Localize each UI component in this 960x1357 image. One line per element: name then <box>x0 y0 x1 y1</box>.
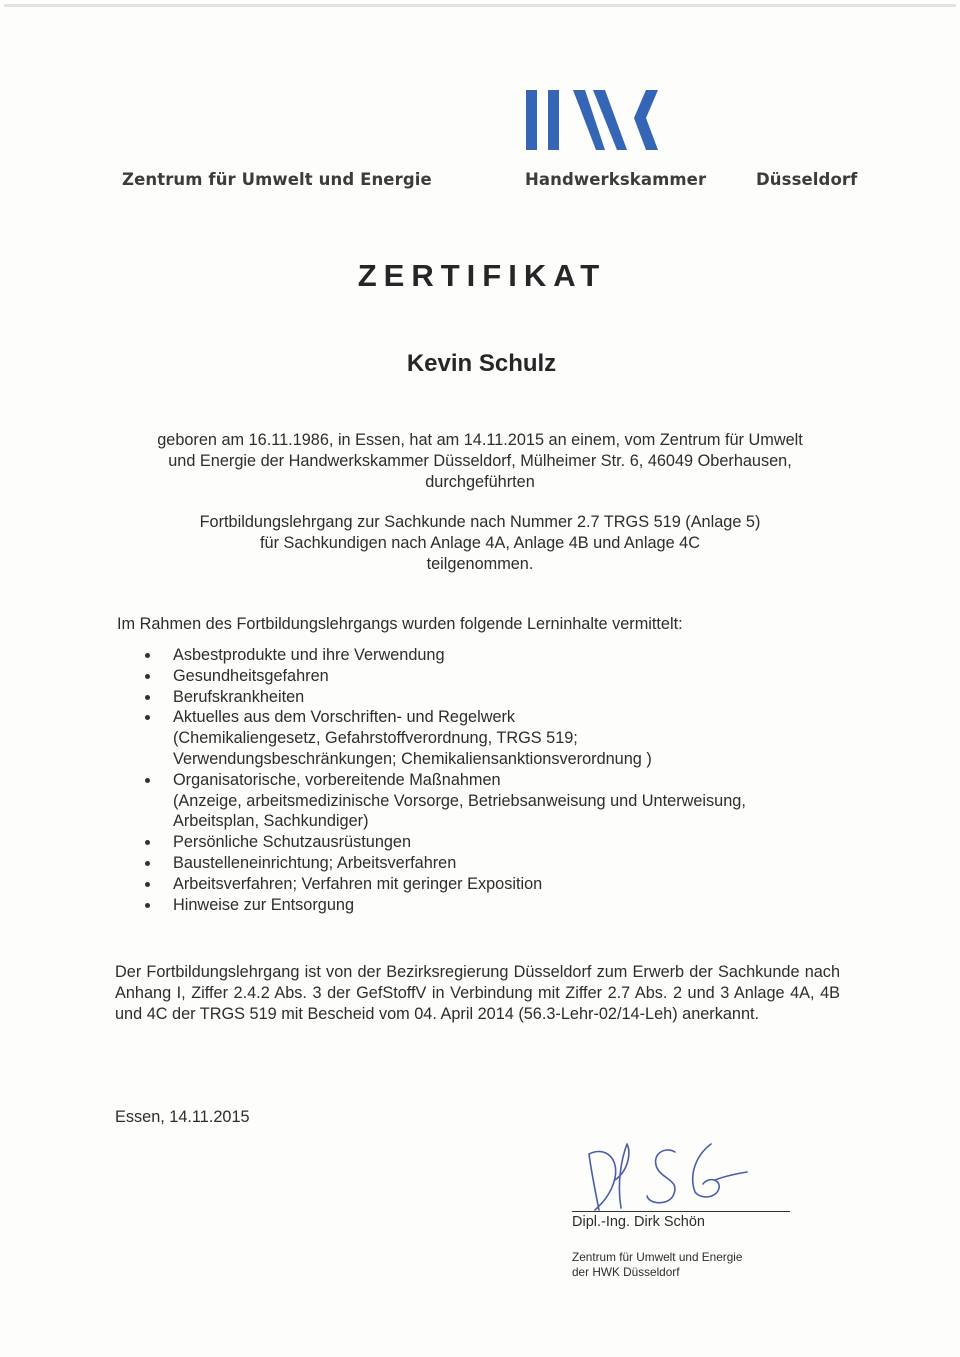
bullet-icon <box>145 861 150 866</box>
list-item: Arbeitsverfahren; Verfahren mit geringer Exposition <box>145 874 825 895</box>
org-line: der HWK Düsseldorf <box>572 1265 680 1279</box>
recognition-paragraph: Der Fortbildungslehrgang ist von der Bezirksregierung Düsseldorf zum Erwerb der Sachkunde nach Anhang I, Ziffer 2.4.2 Abs. 3 der GefStoffV in Verbindung mit Ziffer 2.7 Abs. 2 und 3 Anlage 4A, 4B und 4C der TRGS 519 mit Bescheid vom 04. April 2014 (56.3-Lehr-02/14-Leh) anerkannt. <box>115 963 840 1023</box>
recipient-name: Kevin Schulz <box>406 350 557 377</box>
course-line: für Sachkundigen nach Anlage 4A, Anlage 4B und Anlage 4C <box>260 533 700 552</box>
place-date: Essen, 14.11.2015 <box>115 1108 250 1126</box>
bullet-icon <box>145 778 150 783</box>
scan-edge-rule <box>4 4 956 7</box>
bullet-icon <box>145 840 150 845</box>
handwritten-signature-icon <box>585 1140 755 1215</box>
list-item: Hinweise zur Entsorgung <box>145 895 825 916</box>
bullet-icon <box>145 674 150 679</box>
course-line: teilgenommen. <box>426 554 534 573</box>
list-item: Berufskrankheiten <box>145 687 825 708</box>
list-item: Gesundheitsgefahren <box>145 666 825 687</box>
course-paragraph <box>110 512 850 574</box>
topics-list <box>145 645 825 915</box>
signer-name: Dipl.-Ing. Dirk Schön <box>572 1214 705 1230</box>
certificate-title: ZERTIFIKAT <box>357 258 607 293</box>
intro-line: geboren am 16.11.1986, in Essen, hat am 14.11.2015 an einem, vom Zentrum für Umwelt <box>157 431 803 449</box>
list-item: Organisatorische, vorbereitende Maßnahmen (Anzeige, arbeitsmedizinische Vorsorge, Betriebsanweisung und Unterweisung, Arbeitsplan, Sachkundiger) <box>145 770 825 832</box>
bullet-icon <box>145 715 150 720</box>
intro-line: durchgeführten <box>425 472 535 491</box>
hwk-logo-icon <box>526 90 660 150</box>
list-item: Aktuelles aus dem Vorschriften- und Regelwerk (Chemikaliengesetz, Gefahrstoffverordnung, TRGS 519; Verwendungsbeschränkungen; Chemikaliensanktionsverordnung ) <box>145 707 825 769</box>
bullet-icon <box>145 903 150 908</box>
bullet-icon <box>145 882 150 887</box>
signature-line <box>572 1211 790 1212</box>
bullet-icon <box>145 653 150 658</box>
list-item: Asbestprodukte und ihre Verwendung <box>145 645 825 666</box>
header-center-name: Zentrum für Umwelt und Energie <box>122 170 432 189</box>
intro-paragraph <box>110 430 850 492</box>
list-item: Baustelleneinrichtung; Arbeitsverfahren <box>145 853 825 874</box>
signer-organization <box>572 1250 742 1280</box>
header-city: Düsseldorf <box>756 170 858 189</box>
org-line: Zentrum für Umwelt und Energie <box>572 1250 743 1264</box>
topics-intro: Im Rahmen des Fortbildungslehrgangs wurden folgende Lerninhalte vermittelt: <box>117 615 683 633</box>
header-chamber-name: Handwerkskammer <box>525 170 707 189</box>
bullet-icon <box>145 695 150 700</box>
course-line: Fortbildungslehrgang zur Sachkunde nach Nummer 2.7 TRGS 519 (Anlage 5) <box>199 513 761 531</box>
intro-line: und Energie der Handwerkskammer Düsseldorf, Mülheimer Str. 6, 46049 Oberhausen, <box>168 451 792 470</box>
list-item: Persönliche Schutzausrüstungen <box>145 832 825 853</box>
